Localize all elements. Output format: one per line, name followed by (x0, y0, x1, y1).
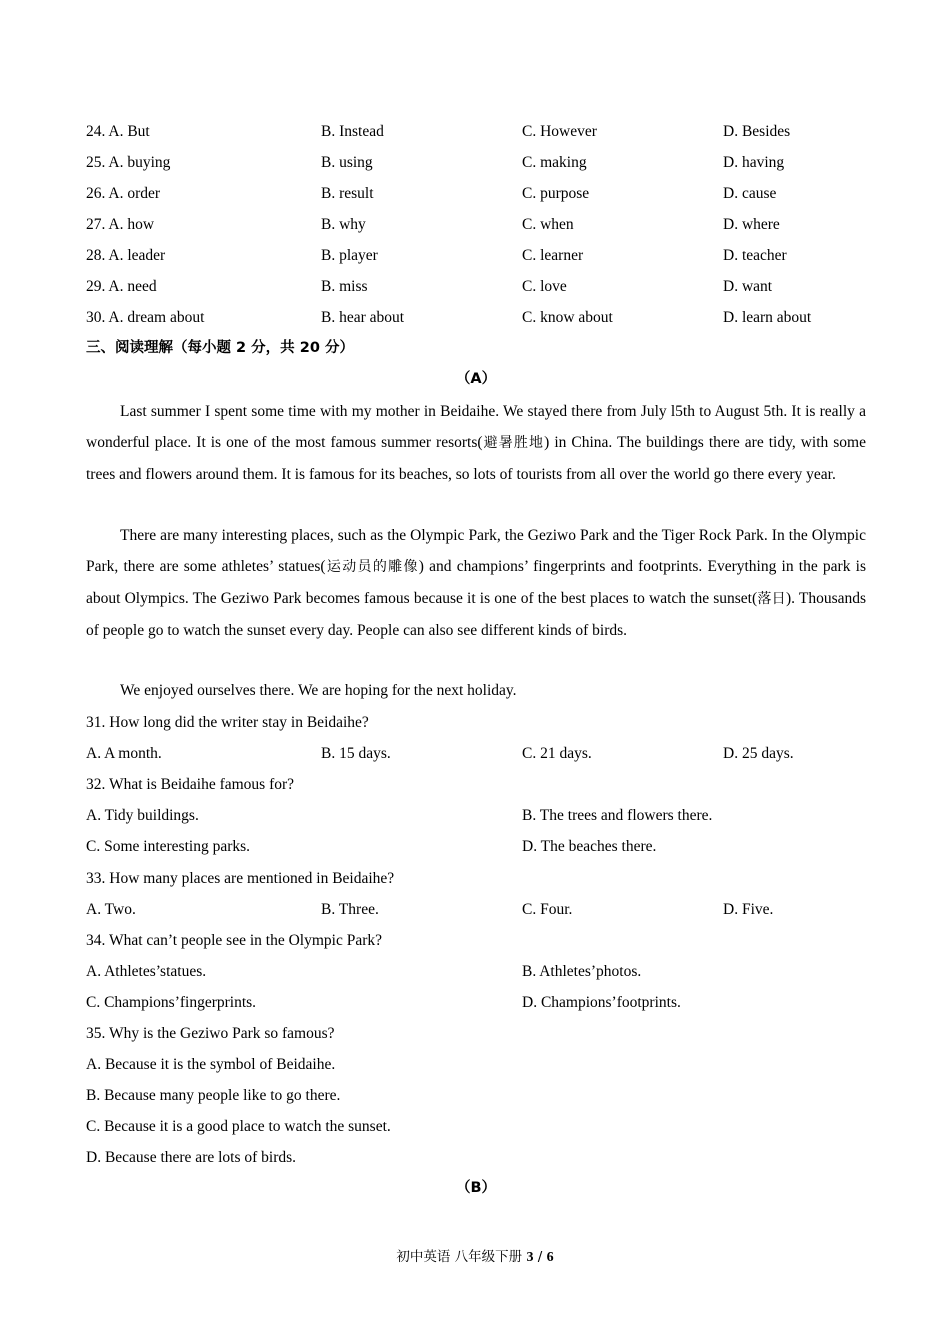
cloze-option-d: D. where (723, 216, 780, 233)
question-35-option-b-row (86, 1080, 866, 1111)
question-35-stem: 35. Why is the Geziwo Park so famous? (86, 1025, 335, 1042)
cloze-option-b: B. miss (321, 278, 368, 295)
q34-option-b: B. Athletes’photos. (522, 963, 642, 980)
q33-option-c: C. Four. (522, 901, 573, 918)
q32-option-d: D. The beaches there. (522, 838, 657, 855)
cloze-option-a: 24. A. But (86, 123, 150, 140)
q34-option-c: C. Champions’fingerprints. (86, 994, 257, 1011)
cloze-option-c: C. purpose (522, 185, 590, 202)
cloze-option-c: C. love (522, 278, 567, 295)
cloze-option-c: C. when (522, 216, 574, 233)
passage-b-title: （B） (455, 1180, 497, 1196)
question-31-options (86, 738, 866, 769)
cloze-option-c: C. know about (522, 309, 613, 326)
section-heading-row (86, 333, 866, 364)
page-footer: 初中英语 八年级下册 3 / 6 (396, 1249, 554, 1265)
q31-option-b: B. 15 days. (321, 745, 391, 762)
cloze-option-row (86, 178, 866, 209)
cloze-option-b: B. Instead (321, 123, 384, 140)
question-35-option-d-row (86, 1142, 866, 1173)
q33-option-d: D. Five. (723, 901, 774, 918)
passage-a-paragraph-3: We enjoyed ourselves there. We are hoping for the next holiday. (120, 682, 517, 699)
cloze-option-a: 30. A. dream about (86, 309, 205, 326)
q35-option-b: B. Because many people like to go there. (86, 1087, 341, 1104)
question-34-options-cd (86, 987, 866, 1018)
cloze-option-row (86, 147, 866, 178)
q33-option-b: B. Three. (321, 901, 379, 918)
cloze-option-b: B. result (321, 185, 374, 202)
cloze-option-c: C. However (522, 123, 597, 140)
cloze-option-b: B. hear about (321, 309, 405, 326)
cloze-option-row (86, 271, 866, 302)
page-total: 6 (546, 1250, 554, 1265)
question-33-stem-row (86, 863, 866, 894)
question-34-options-ab (86, 956, 866, 987)
question-31-stem: 31. How long did the writer stay in Beidaihe? (86, 714, 369, 731)
cloze-option-b: B. why (321, 216, 366, 233)
question-35-stem-row (86, 1018, 866, 1049)
passage-b-title-row (86, 1173, 866, 1204)
question-32-options-cd (86, 831, 866, 862)
q35-option-c: C. Because it is a good place to watch the sunset. (86, 1118, 391, 1135)
question-35-option-c-row (86, 1111, 866, 1142)
q33-option-a: A. Two. (86, 901, 136, 918)
section-heading: 三、阅读理解（每小题 2 分，共 20 分） (86, 340, 354, 356)
question-34-stem-row (86, 925, 866, 956)
cloze-option-d: D. cause (723, 185, 777, 202)
cloze-option-row (86, 116, 866, 147)
q35-option-d: D. Because there are lots of birds. (86, 1149, 297, 1166)
q31-option-d: D. 25 days. (723, 745, 794, 762)
q34-option-d: D. Champions’footprints. (522, 994, 681, 1011)
q32-option-a: A. Tidy buildings. (86, 807, 199, 824)
cloze-option-c: C. learner (522, 247, 584, 264)
cloze-option-a: 28. A. leader (86, 247, 166, 264)
q31-option-a: A. A month. (86, 745, 162, 762)
q32-option-c: C. Some interesting parks. (86, 838, 251, 855)
cloze-option-d: D. having (723, 154, 785, 171)
cloze-option-a: 29. A. need (86, 278, 157, 295)
q32-option-b: B. The trees and flowers there. (522, 807, 713, 824)
q31-option-c: C. 21 days. (522, 745, 592, 762)
question-32-stem: 32. What is Beidaihe famous for? (86, 776, 295, 793)
cloze-option-a: 25. A. buying (86, 154, 171, 171)
cloze-option-row (86, 240, 866, 271)
cloze-option-d: D. learn about (723, 309, 812, 326)
question-31-stem-row (86, 707, 866, 738)
passage-a-title: （A） (455, 371, 497, 387)
q34-option-a: A. Athletes’statues. (86, 963, 207, 980)
cloze-option-a: 26. A. order (86, 185, 161, 202)
question-33-options (86, 894, 866, 925)
passage-a-title-row (86, 364, 866, 395)
question-34-stem: 34. What can’t people see in the Olympic Park? (86, 932, 382, 949)
question-35-option-a-row (86, 1049, 866, 1080)
passage-a-paragraph-1: Last summer I spent some time with my mother in Beidaihe. We stayed there from July l5th to August 5th. It is really a wonderful place. It is one of the most famous summer resorts(避暑胜地) in China. The buildings there are tidy, with some trees and flowers around them. It is famous for its beaches, so lots of tourists from all over the world go there every year. (86, 403, 866, 483)
question-33-stem: 33. How many places are mentioned in Beidaihe? (86, 870, 395, 887)
cloze-option-row (86, 209, 866, 240)
cloze-option-d: D. teacher (723, 247, 787, 264)
cloze-option-a: 27. A. how (86, 216, 155, 233)
passage-a-paragraph-2: There are many interesting places, such as the Olympic Park, the Geziwo Park and the Tiger Rock Park. In the Olympic Park, there are some athletes’ statues(运动员的雕像) and champions’ fingerprints and footprints. Everything in the park is about Olympics. The Geziwo Park becomes famous because it is one of the best places to watch the sunset(落日). Thousands of people go to watch the sunset every day. People can also see different kinds of birds. (86, 527, 867, 639)
q35-option-a: A. Because it is the symbol of Beidaihe. (86, 1056, 336, 1073)
cloze-option-b: B. using (321, 154, 373, 171)
question-32-options-ab (86, 800, 866, 831)
cloze-option-row (86, 302, 866, 333)
cloze-option-d: D. Besides (723, 123, 791, 140)
cloze-option-d: D. want (723, 278, 773, 295)
page-number: 3 (526, 1250, 534, 1265)
question-32-stem-row (86, 769, 866, 800)
cloze-option-b: B. player (321, 247, 378, 264)
cloze-option-c: C. making (522, 154, 587, 171)
